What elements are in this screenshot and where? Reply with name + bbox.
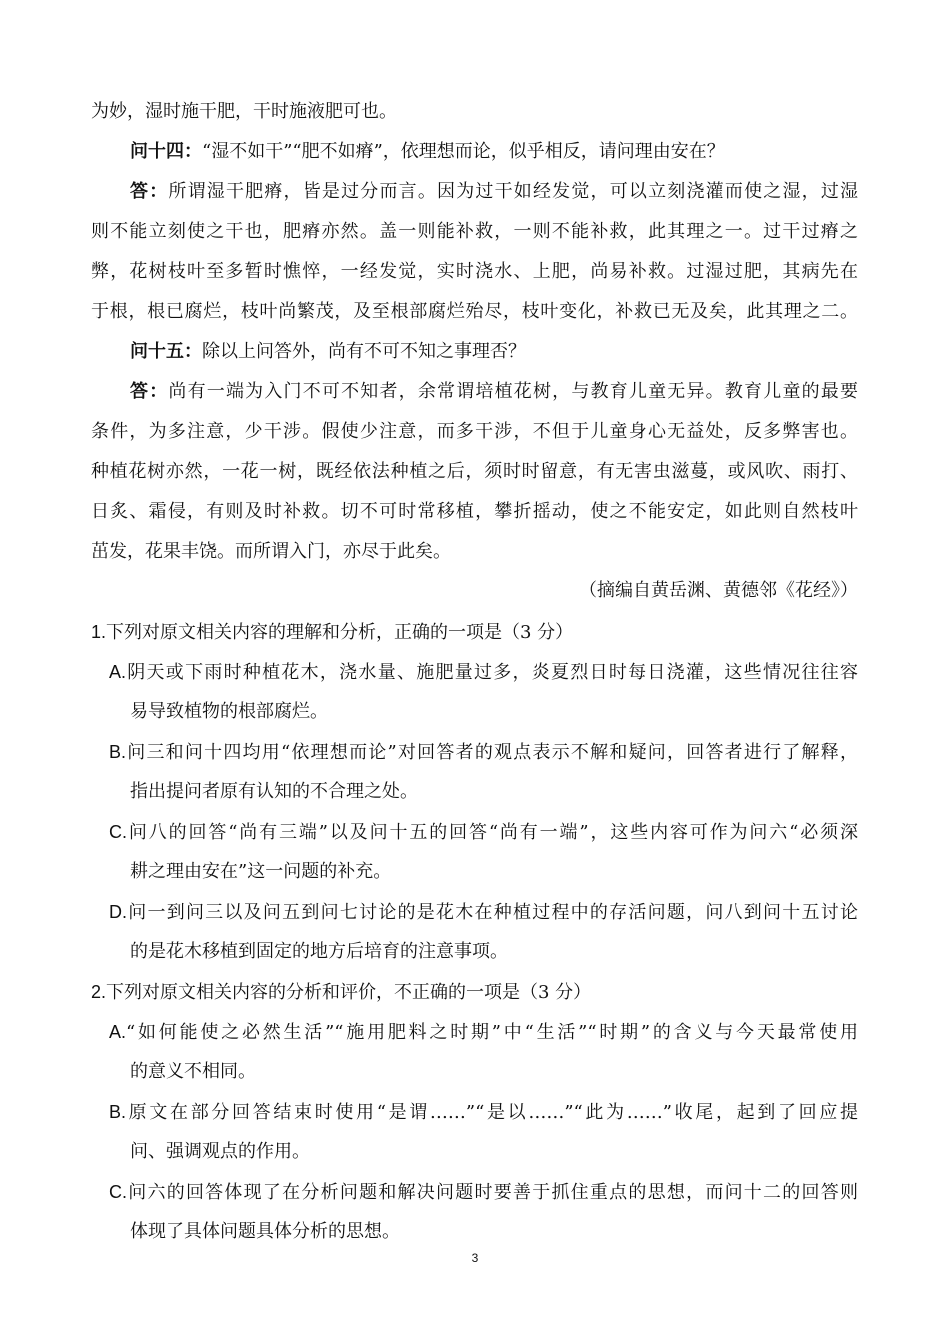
passage-line: 为妙，湿时施干肥，干时施液肥可也。 <box>91 101 397 122</box>
option-1d-cont: 的是花木移植到固定的地方后培育的注意事项。 <box>130 941 508 962</box>
option-2a <box>109 1020 858 1045</box>
answer-text: 所谓湿干肥瘠，皆是过分而言。因为过干如经发觉，可以立刻浇灌而使之湿，过湿 <box>168 181 859 202</box>
passage-line: 则不能立刻使之干也，肥瘠亦然。盖一则能补救，一则不能补救，此其理之一。过干过瘠之 <box>91 221 858 242</box>
answer-14-line <box>130 180 858 204</box>
option-text: 问八的回答“尚有三端”以及问十五的回答“尚有一端”，这些内容可作为问六“必须深 <box>127 822 858 843</box>
option-2a-cont: 的意义不相同。 <box>130 1061 256 1082</box>
option-text: “如何能使之必然生活”“施用肥料之时期”中“生活”“时期”的含义与今天最常使用 <box>126 1022 858 1043</box>
question-15-line <box>130 340 526 364</box>
question-number: 2. <box>91 982 107 1002</box>
option-letter: A. <box>109 662 127 682</box>
option-text: 问一到问三以及问五到问七讨论的是花木在种植过程中的存活问题，问八到问十五讨论 <box>127 902 858 923</box>
passage-line: 条件，为多注意，少干涉。假使少注意，而多干涉，不但于儿童身心无益处，反多弊害也。 <box>91 421 858 442</box>
answer-text: 尚有一端为入门不可不知者，余常谓培植花树，与教育儿童无异。教育儿童的最要 <box>168 381 859 402</box>
option-text: 问三和问十四均用“依理想而论”对回答者的观点表示不解和疑问，回答者进行了解释， <box>126 742 858 763</box>
option-letter: B. <box>109 742 127 762</box>
question-text: “湿不如干”“肥不如瘠”，依理想而论，似乎相反，请问理由安在？ <box>202 141 725 162</box>
option-2c-cont: 体现了具体问题具体分析的思想。 <box>130 1221 400 1242</box>
option-letter: D. <box>109 902 127 922</box>
answer-label: 答： <box>130 381 169 402</box>
question-1-stem <box>91 620 573 645</box>
question-text: 下列对原文相关内容的分析和评价，不正确的一项是（3 分） <box>106 982 592 1003</box>
question-text: 除以上问答外，尚有不可不知之事理否？ <box>202 341 526 362</box>
option-1b <box>109 740 858 765</box>
option-2b <box>109 1100 858 1125</box>
passage-line: 日炙、霜侵，有则及时补救。切不可时常移植，攀折摇动，使之不能安定，如此则自然枝叶 <box>91 501 858 522</box>
option-letter: B. <box>109 1102 127 1122</box>
option-1a-cont: 易导致植物的根部腐烂。 <box>130 701 328 722</box>
page-number: 3 <box>471 1251 479 1265</box>
question-2-stem <box>91 980 591 1005</box>
question-number: 1. <box>91 622 107 642</box>
option-1d <box>109 900 858 925</box>
source-citation: （摘编自黄岳渊、黄德邻《花经》） <box>579 580 858 601</box>
passage-line: 于根，根已腐烂，枝叶尚繁茂，及至根部腐烂殆尽，枝叶变化，补救已无及矣，此其理之二。 <box>91 301 858 322</box>
passage-line: 种植花树亦然，一花一树，既经依法种植之后，须时时留意，有无害虫滋蔓，或风吹、雨打、 <box>91 461 858 482</box>
option-text: 问六的回答体现了在分析问题和解决问题时要善于抓住重点的思想，而问十二的回答则 <box>127 1182 858 1203</box>
question-14-line <box>130 140 725 164</box>
option-letter: C. <box>109 1182 127 1202</box>
option-1c-cont: 耕之理由安在”这一问题的补充。 <box>130 861 392 882</box>
option-1a <box>109 660 858 685</box>
passage-line: 茁发，花果丰饶。而所谓入门，亦尽于此矣。 <box>91 541 451 562</box>
question-label: 问十四： <box>130 141 202 162</box>
option-2c <box>109 1180 858 1205</box>
option-2b-cont: 问、强调观点的作用。 <box>130 1141 310 1162</box>
option-letter: C. <box>109 822 127 842</box>
option-1c <box>109 820 858 845</box>
question-label: 问十五： <box>130 341 202 362</box>
answer-label: 答： <box>130 181 169 202</box>
option-text: 阴天或下雨时种植花木，浇水量、施肥量过多，炎夏烈日时每日浇灌，这些情况往往容 <box>126 662 858 683</box>
answer-15-line <box>130 380 858 404</box>
passage-line: 弊，花树枝叶至多暂时憔悴，一经发觉，实时浇水、上肥，尚易补救。过湿过肥，其病先在 <box>91 261 858 282</box>
option-text: 原文在部分回答结束时使用“是谓……”“是以……”“此为……”收尾，起到了回应提 <box>126 1102 858 1123</box>
question-text: 下列对原文相关内容的理解和分析，正确的一项是（3 分） <box>106 622 574 643</box>
option-letter: A. <box>109 1022 127 1042</box>
option-1b-cont: 指出提问者原有认知的不合理之处。 <box>130 781 418 802</box>
